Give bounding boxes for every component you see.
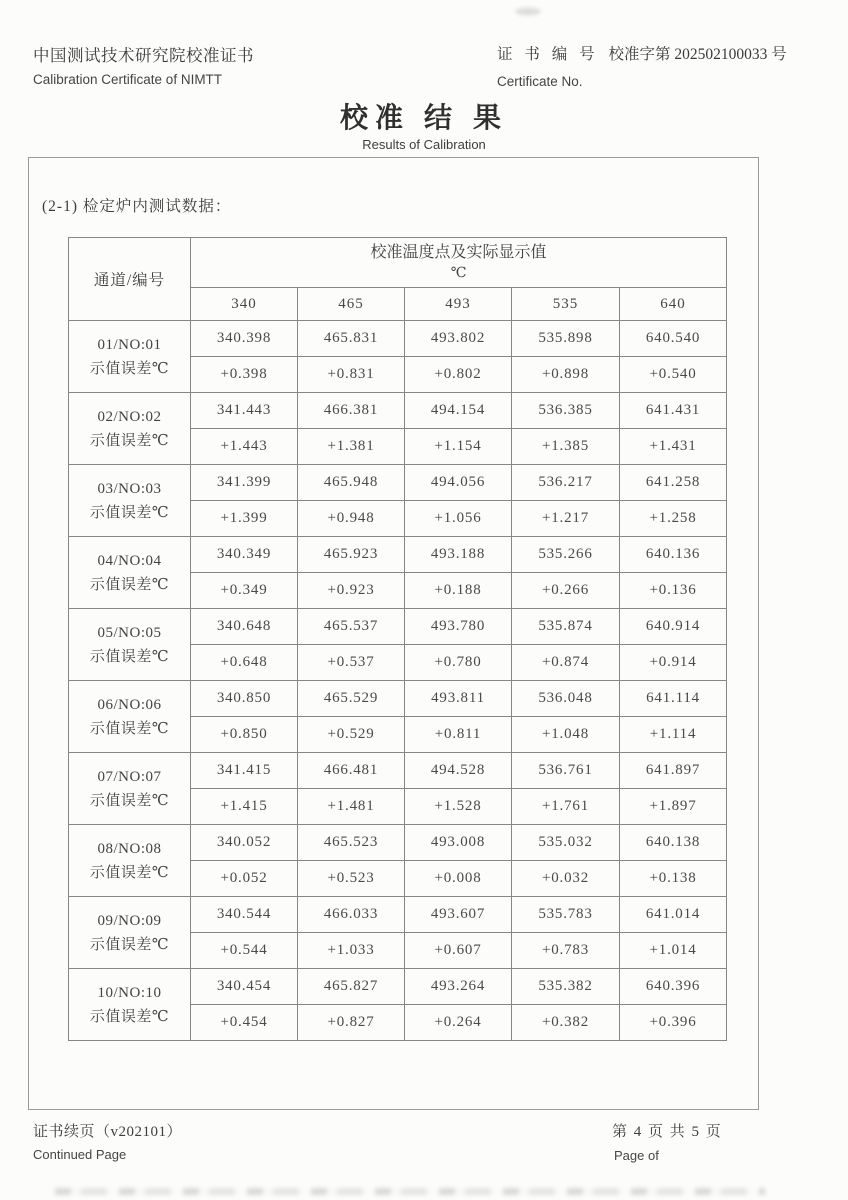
display-value-cell: 641.014 — [620, 897, 727, 933]
error-value-cell: +1.154 — [405, 429, 512, 465]
page-title: 校准 结 果 — [339, 103, 508, 134]
error-value-cell: +0.188 — [405, 573, 512, 609]
error-value-cell: +0.349 — [191, 573, 298, 609]
display-value-row — [69, 465, 727, 501]
error-value-cell: +0.948 — [298, 501, 405, 537]
span-header-line1: 校准温度点及实际显示值 — [370, 243, 547, 261]
error-value-cell: +0.138 — [620, 861, 727, 897]
display-value-cell: 536.217 — [512, 465, 620, 501]
display-value-cell: 535.382 — [512, 969, 620, 1005]
display-value-cell: 340.544 — [191, 897, 298, 933]
error-value-cell: +0.923 — [298, 573, 405, 609]
display-value-cell: 640.396 — [620, 969, 727, 1005]
calibration-table — [68, 237, 727, 1041]
display-value-cell: 465.537 — [298, 609, 405, 645]
error-value-cell: +0.523 — [298, 861, 405, 897]
display-value-cell: 493.008 — [405, 825, 512, 861]
error-value-cell: +0.529 — [298, 717, 405, 753]
channel-header-label: 通道/编号 — [93, 272, 166, 289]
display-value-row — [69, 609, 727, 645]
error-value-cell: +0.008 — [405, 861, 512, 897]
display-value-cell: 641.897 — [620, 753, 727, 789]
display-value-cell: 640.540 — [620, 321, 727, 357]
error-value-cell: +1.381 — [298, 429, 405, 465]
channel-error-label: 示值误差℃ — [89, 936, 170, 953]
channel-id: 05/NO:05 — [97, 624, 162, 641]
channel-cell — [69, 753, 191, 825]
display-value-cell: 465.827 — [298, 969, 405, 1005]
error-value-cell: +0.827 — [298, 1005, 405, 1041]
error-value-cell: +0.874 — [512, 645, 620, 681]
channel-id: 09/NO:09 — [97, 912, 162, 929]
error-value-cell: +0.783 — [512, 933, 620, 969]
channel-id: 01/NO:01 — [97, 336, 162, 353]
channel-header-cell — [69, 238, 191, 321]
error-value-cell: +0.914 — [620, 645, 727, 681]
error-value-cell: +0.898 — [512, 357, 620, 393]
display-value-cell: 340.648 — [191, 609, 298, 645]
display-value-row — [69, 897, 727, 933]
display-value-cell: 493.264 — [405, 969, 512, 1005]
error-value-cell: +1.385 — [512, 429, 620, 465]
display-value-cell: 493.607 — [405, 897, 512, 933]
display-value-cell: 493.188 — [405, 537, 512, 573]
display-value-row — [69, 537, 727, 573]
display-value-cell: 340.454 — [191, 969, 298, 1005]
error-value-cell: +1.761 — [512, 789, 620, 825]
table-wrapper — [68, 237, 727, 1041]
error-value-cell: +0.032 — [512, 861, 620, 897]
certificate-number-line — [497, 42, 787, 64]
calibration-table-body — [69, 321, 727, 1041]
display-value-cell: 493.802 — [405, 321, 512, 357]
channel-error-label: 示值误差℃ — [89, 720, 170, 737]
scan-bleed-strip — [55, 1188, 765, 1195]
display-value-cell: 340.398 — [191, 321, 298, 357]
display-value-row — [69, 393, 727, 429]
display-value-cell: 465.923 — [298, 537, 405, 573]
span-header-cell — [191, 238, 727, 288]
display-value-cell: 341.443 — [191, 393, 298, 429]
display-value-cell: 340.052 — [191, 825, 298, 861]
channel-id: 04/NO:04 — [97, 552, 162, 569]
error-value-cell: +1.443 — [191, 429, 298, 465]
display-value-cell: 536.761 — [512, 753, 620, 789]
display-value-cell: 640.138 — [620, 825, 727, 861]
display-value-cell: 466.381 — [298, 393, 405, 429]
channel-cell — [69, 609, 191, 681]
error-value-cell: +1.217 — [512, 501, 620, 537]
display-value-cell: 640.136 — [620, 537, 727, 573]
channel-error-label: 示值误差℃ — [89, 1008, 170, 1025]
footer-page-number-cn: 第 4 页 共 5 页 — [612, 1124, 723, 1140]
footer-continued-cn: 证书续页（v202101） — [33, 1124, 183, 1140]
channel-cell — [69, 825, 191, 897]
display-value-cell: 535.898 — [512, 321, 620, 357]
error-value-cell: +0.607 — [405, 933, 512, 969]
display-value-cell: 494.056 — [405, 465, 512, 501]
error-value-cell: +0.266 — [512, 573, 620, 609]
temperature-header-cell: 535 — [512, 288, 620, 321]
temperature-header-cell: 465 — [298, 288, 405, 321]
channel-cell — [69, 465, 191, 537]
error-value-cell: +1.481 — [298, 789, 405, 825]
temperature-header-cell: 493 — [405, 288, 512, 321]
channel-error-label: 示值误差℃ — [89, 360, 170, 377]
temperature-header-cell: 640 — [620, 288, 727, 321]
display-value-cell: 493.780 — [405, 609, 512, 645]
error-value-cell: +0.802 — [405, 357, 512, 393]
channel-error-label: 示值误差℃ — [89, 576, 170, 593]
error-value-cell: +1.014 — [620, 933, 727, 969]
display-value-cell: 341.399 — [191, 465, 298, 501]
error-value-cell: +1.114 — [620, 717, 727, 753]
error-value-cell: +0.544 — [191, 933, 298, 969]
error-value-cell: +1.431 — [620, 429, 727, 465]
channel-error-label: 示值误差℃ — [89, 864, 170, 881]
error-value-cell: +0.780 — [405, 645, 512, 681]
error-value-cell: +0.396 — [620, 1005, 727, 1041]
span-header-unit: ℃ — [450, 265, 467, 281]
certificate-number-label: 证 书 编 号 — [497, 46, 599, 63]
channel-error-label: 示值误差℃ — [89, 648, 170, 665]
error-value-cell: +0.811 — [405, 717, 512, 753]
display-value-cell: 494.528 — [405, 753, 512, 789]
error-value-cell: +0.850 — [191, 717, 298, 753]
display-value-cell: 536.048 — [512, 681, 620, 717]
display-value-cell: 535.783 — [512, 897, 620, 933]
display-value-cell: 536.385 — [512, 393, 620, 429]
display-value-row — [69, 969, 727, 1005]
section-label: (2-1) 检定炉内测试数据： — [42, 198, 232, 215]
display-value-cell: 641.258 — [620, 465, 727, 501]
error-value-cell: +0.398 — [191, 357, 298, 393]
error-value-cell: +1.258 — [620, 501, 727, 537]
error-value-cell: +0.454 — [191, 1005, 298, 1041]
temperature-header-cell: 340 — [191, 288, 298, 321]
display-value-cell: 465.523 — [298, 825, 405, 861]
channel-cell — [69, 321, 191, 393]
error-value-cell: +1.033 — [298, 933, 405, 969]
display-value-cell: 640.914 — [620, 609, 727, 645]
error-value-cell: +1.056 — [405, 501, 512, 537]
channel-cell — [69, 897, 191, 969]
channel-id: 03/NO:03 — [97, 480, 162, 497]
display-value-row — [69, 681, 727, 717]
display-value-row — [69, 321, 727, 357]
display-value-cell: 465.529 — [298, 681, 405, 717]
display-value-row — [69, 753, 727, 789]
certificate-number-value: 校准字第 202502100033 号 — [608, 46, 787, 63]
display-value-cell: 535.874 — [512, 609, 620, 645]
display-value-cell: 494.154 — [405, 393, 512, 429]
error-value-cell: +1.399 — [191, 501, 298, 537]
org-title-en: Calibration Certificate of NIMTT — [33, 72, 223, 87]
error-value-cell: +0.382 — [512, 1005, 620, 1041]
footer-continued-en: Continued Page — [33, 1147, 127, 1162]
display-value-cell: 466.033 — [298, 897, 405, 933]
error-value-cell: +1.528 — [405, 789, 512, 825]
table-header-row — [69, 238, 727, 288]
channel-id: 08/NO:08 — [97, 840, 162, 857]
display-value-row — [69, 825, 727, 861]
display-value-cell: 641.431 — [620, 393, 727, 429]
channel-id: 06/NO:06 — [97, 696, 162, 713]
error-value-cell: +0.264 — [405, 1005, 512, 1041]
error-value-cell: +1.415 — [191, 789, 298, 825]
display-value-cell: 535.032 — [512, 825, 620, 861]
display-value-cell: 340.850 — [191, 681, 298, 717]
scan-smudge — [515, 8, 541, 15]
display-value-cell: 466.481 — [298, 753, 405, 789]
display-value-cell: 340.349 — [191, 537, 298, 573]
display-value-cell: 341.415 — [191, 753, 298, 789]
error-value-cell: +1.048 — [512, 717, 620, 753]
channel-cell — [69, 969, 191, 1041]
channel-error-label: 示值误差℃ — [89, 432, 170, 449]
error-value-cell: +0.831 — [298, 357, 405, 393]
channel-error-label: 示值误差℃ — [89, 792, 170, 809]
channel-cell — [69, 537, 191, 609]
display-value-cell: 493.811 — [405, 681, 512, 717]
channel-cell — [69, 681, 191, 753]
display-value-cell: 465.948 — [298, 465, 405, 501]
channel-id: 02/NO:02 — [97, 408, 162, 425]
error-value-cell: +0.537 — [298, 645, 405, 681]
page-subtitle: Results of Calibration — [362, 137, 486, 152]
footer-page-number-en: Page of — [614, 1148, 659, 1163]
error-value-cell: +0.052 — [191, 861, 298, 897]
channel-cell — [69, 393, 191, 465]
channel-id: 10/NO:10 — [97, 984, 162, 1001]
certificate-number-label-en: Certificate No. — [497, 74, 583, 89]
error-value-cell: +0.540 — [620, 357, 727, 393]
display-value-cell: 535.266 — [512, 537, 620, 573]
org-title-cn: 中国测试技术研究院校准证书 — [33, 46, 254, 65]
error-value-cell: +0.648 — [191, 645, 298, 681]
channel-error-label: 示值误差℃ — [89, 504, 170, 521]
channel-id: 07/NO:07 — [97, 768, 162, 785]
display-value-cell: 641.114 — [620, 681, 727, 717]
error-value-cell: +1.897 — [620, 789, 727, 825]
display-value-cell: 465.831 — [298, 321, 405, 357]
error-value-cell: +0.136 — [620, 573, 727, 609]
